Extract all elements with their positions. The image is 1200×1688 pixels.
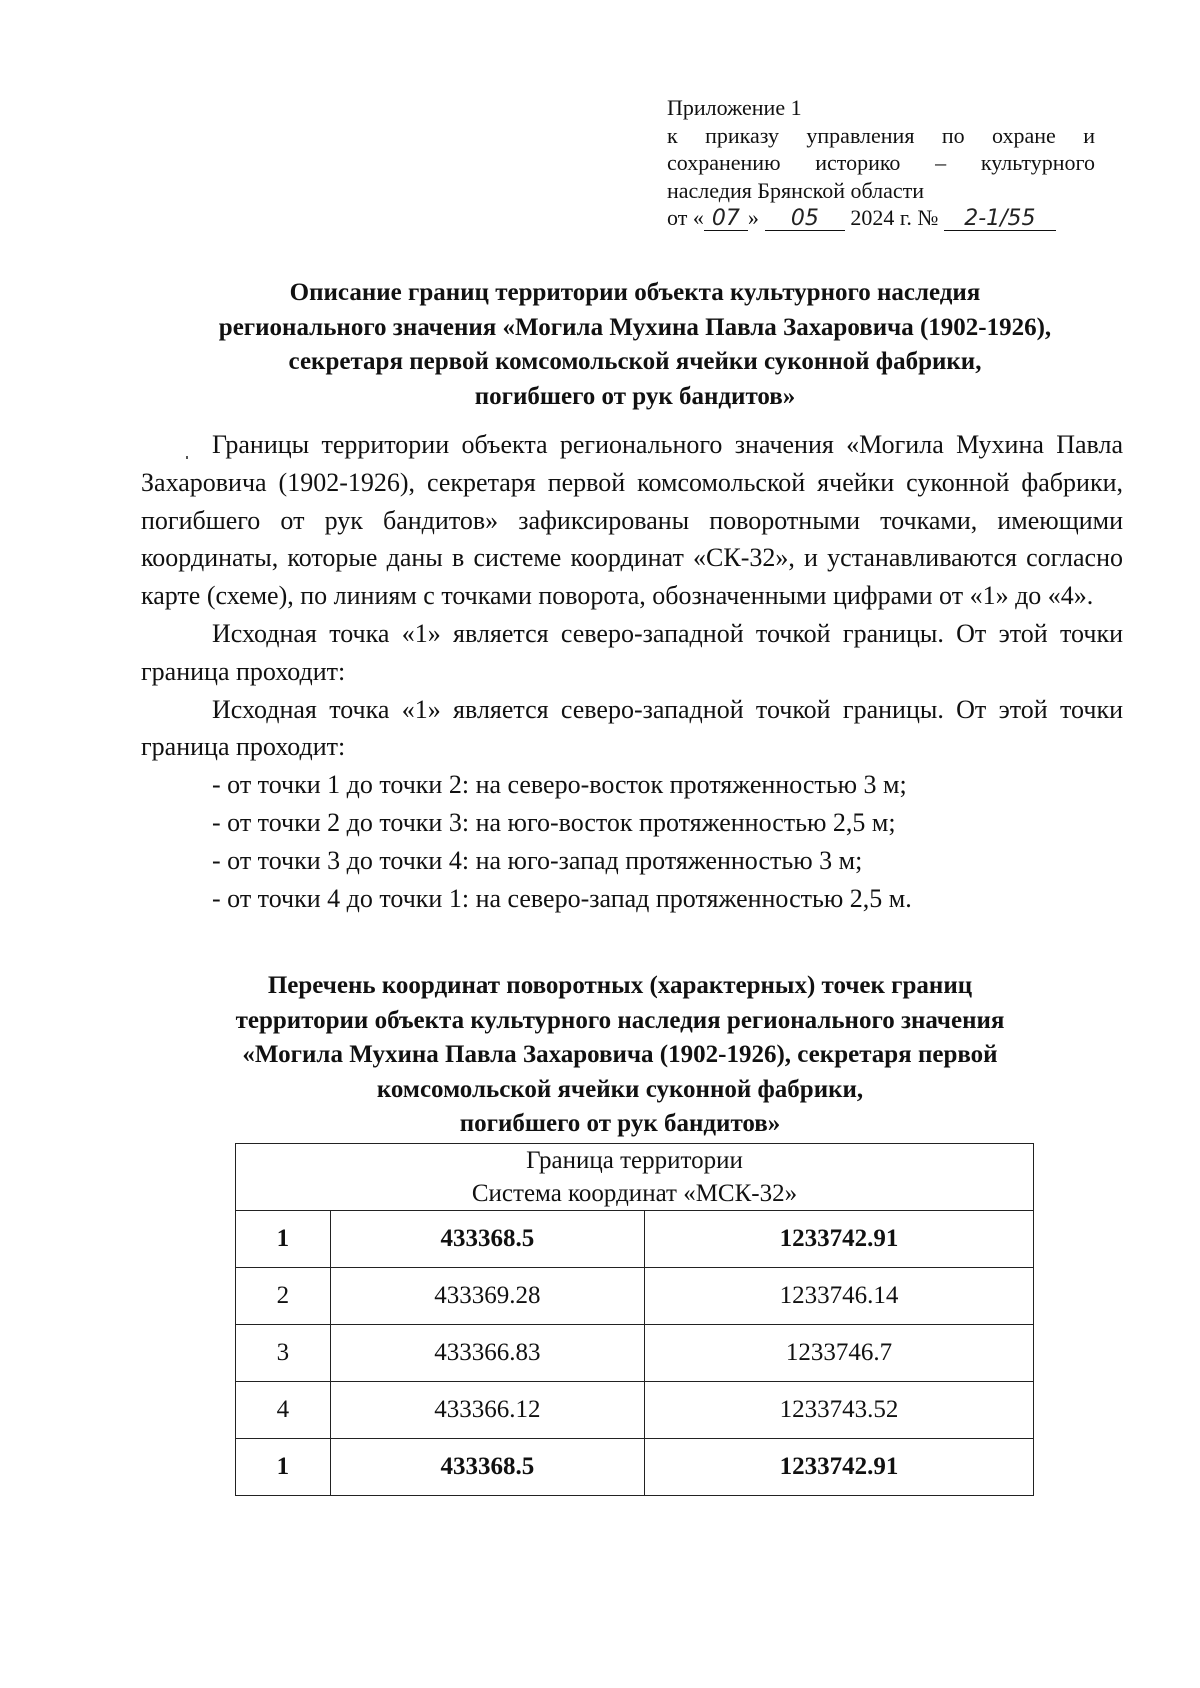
list-item: - от точки 3 до точки 4: на юго-запад протяженностью 3 м; xyxy=(212,845,863,875)
table-row xyxy=(236,1325,1034,1382)
paragraph-start-point: Исходная точка «1» является северо-западной точкой границы. От этой точки граница проходит: xyxy=(141,618,1123,686)
header-line-2: Система координат «МСК-32» xyxy=(471,1180,798,1207)
table-header-row xyxy=(236,1144,1034,1211)
header-line-1: Граница территории xyxy=(526,1147,743,1174)
list-item: - от точки 2 до точки 3: на юго-восток протяженностью 2,5 м; xyxy=(212,807,896,837)
x-coordinate-cell: 433366.83 xyxy=(330,1325,644,1382)
appendix-line-3: наследия Брянской области xyxy=(667,177,925,203)
paragraph-start-point-repeat: Исходная точка «1» является северо-западной точкой границы. От этой точки граница проходит: xyxy=(141,694,1123,762)
date-month-handwritten: 05 xyxy=(765,208,845,231)
point-cell: 3 xyxy=(236,1325,331,1382)
list-item: - от точки 1 до точки 2: на северо-восток протяженностью 3 м; xyxy=(212,770,907,800)
appendix-line-2: сохранению историко – культурного xyxy=(667,150,1095,175)
date-mid: » xyxy=(747,205,759,230)
point-cell: 4 xyxy=(236,1382,331,1439)
appendix-block xyxy=(667,94,1095,232)
table-header-cell xyxy=(236,1144,1034,1211)
title-line: комсомольской ячейки суконной фабрики, xyxy=(376,1075,864,1103)
coordinates-title xyxy=(140,969,1100,1142)
y-coordinate-cell: 1233746.14 xyxy=(644,1268,1033,1325)
appendix-date-line xyxy=(667,204,1095,232)
point-cell: 2 xyxy=(236,1268,331,1325)
paragraph-boundaries: Границы территории объекта регионального значения «Могила Мухина Павла Захаровича (1902-1926), секретаря первой комсомольской ячейки суконной фабрики, погибшего от рук бандитов» зафиксированы поворотными точками, имеющими координаты, которые даны в системе координат «СК-32», и устанавливаются согласно карте (схеме), по линиям с точками поворота, обозначенными цифрами от «1» до «4». xyxy=(141,430,1123,611)
x-coordinate-cell: 433369.28 xyxy=(330,1268,644,1325)
y-coordinate-cell: 1233743.52 xyxy=(644,1382,1033,1439)
title-line: территории объекта культурного наследия регионального значения xyxy=(235,1006,1005,1034)
table-row xyxy=(236,1382,1034,1439)
title-line: секретаря первой комсомольской ячейки суконной фабрики, xyxy=(288,348,982,375)
date-day-handwritten: 07 xyxy=(704,208,748,231)
appendix-line-1: к приказу управления по охране и xyxy=(667,122,1095,148)
title-line: Перечень координат поворотных (характерных) точек границ xyxy=(267,972,973,999)
y-coordinate-cell: 1233742.91 xyxy=(644,1211,1033,1268)
list-item: - от точки 4 до точки 1: на северо-запад протяженностью 2,5 м. xyxy=(212,883,912,913)
coordinates-table xyxy=(235,1143,1034,1496)
y-coordinate-cell: 1233742.91 xyxy=(644,1439,1033,1496)
date-prefix: от « xyxy=(667,205,704,230)
table-row xyxy=(236,1211,1034,1268)
date-year-text: 2024 г. № xyxy=(850,205,939,230)
table-row xyxy=(236,1439,1034,1496)
title-line: погибшего от рук бандитов» xyxy=(474,382,796,410)
x-coordinate-cell: 433368.5 xyxy=(330,1439,644,1496)
x-coordinate-cell: 433366.12 xyxy=(330,1382,644,1439)
body-text xyxy=(141,426,1123,917)
point-cell: 1 xyxy=(236,1439,331,1496)
point-cell: 1 xyxy=(236,1211,331,1268)
document-title xyxy=(155,276,1115,414)
appendix-title: Приложение 1 xyxy=(667,95,802,120)
x-coordinate-cell: 433368.5 xyxy=(330,1211,644,1268)
title-line: Описание границ территории объекта культурного наследия xyxy=(289,279,981,306)
y-coordinate-cell: 1233746.7 xyxy=(644,1325,1033,1382)
title-line: регионального значения «Могила Мухина Павла Захаровича (1902-1926), xyxy=(218,313,1052,341)
title-line: «Могила Мухина Павла Захаровича (1902-1926), секретаря первой xyxy=(242,1041,998,1068)
doc-number-handwritten: 2-1/55 xyxy=(944,208,1056,231)
title-line: погибшего от рук бандитов» xyxy=(459,1110,781,1137)
table-row xyxy=(236,1268,1034,1325)
